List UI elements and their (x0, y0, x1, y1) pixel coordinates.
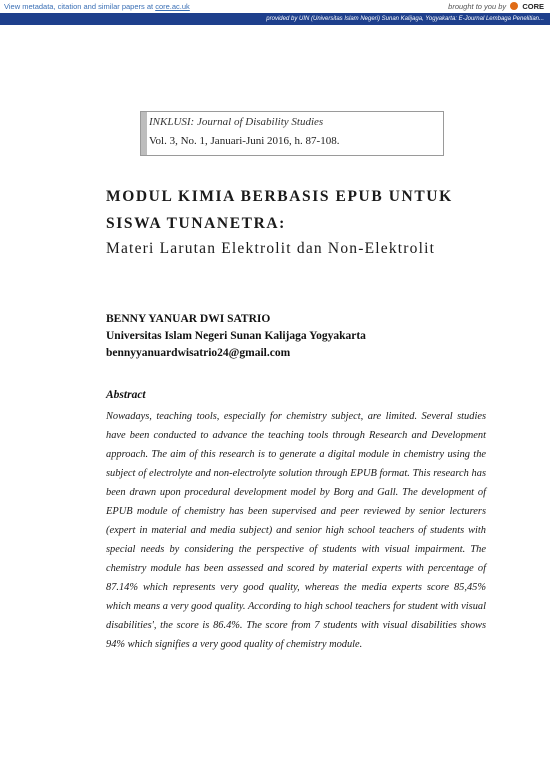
core-label: CORE (522, 2, 544, 11)
core-brand[interactable] (448, 2, 544, 11)
journal-box-accent (141, 112, 147, 155)
brought-by-text: brought to you by (448, 2, 507, 11)
abstract-text: Nowadays, teaching tools, especially for chemistry subject, are limited. Several studies have been conducted to advance the teaching tools through Research and Development approach. The aim of this research is to generate a digital module in chemistry using the subject of electrolyte and non-electrolyte solution through EPUB format. This research has been drawn upon procedural development model by Borg and Gall. The development of EPUB module of chemistry has been supervised and peer reviewed by senior lecturers (expert in material and media subject) and senior high school teachers of students with special needs by considering the perspective of students with visual impairment. The chemistry module has been assessed and scored by material experts with percentage of 87.14% which represents very good quality, whereas the media experts score 85,45% which means a very good quality. According to high school teachers for student with visual disabilities', the score is 86.4%. The score from 7 students with visual disabilities shows 94% which signifies a very good quality of chemistry module. (106, 411, 486, 650)
journal-name: INKLUSI: Journal of Disability Studies (149, 116, 324, 128)
author-email: bennyyanuardwisatrio24@gmail.com (106, 347, 291, 359)
paper-subtitle: Materi Larutan Elektrolit dan Non-Elektrolit (106, 240, 436, 257)
author-name: BENNY YANUAR DWI SATRIO (106, 313, 271, 325)
author-affiliation: Universitas Islam Negeri Sunan Kalijaga Yogyakarta (106, 330, 366, 342)
paper-title: MODUL KIMIA BERBASIS EPUB UNTUK SISWA TUNANETRA: (106, 188, 453, 232)
journal-issue: Vol. 3, No. 1, Januari-Juni 2016, h. 87-108. (149, 135, 340, 147)
core-header (0, 0, 550, 30)
provider-bar[interactable] (0, 13, 550, 25)
metadata-link[interactable] (4, 2, 190, 11)
core-top-row (0, 0, 550, 13)
journal-info-box (140, 111, 444, 156)
provider-text: provided by UIN (Universitas Islam Negeri) Sunan Kalijaga, Yogyakarta: E-Journal Lembaga Penelitian... (266, 16, 544, 22)
metadata-link-text: View metadata, citation and similar papers at (4, 2, 154, 11)
abstract-heading: Abstract (106, 389, 146, 401)
core-logo-icon (510, 2, 518, 10)
metadata-domain: core.ac.uk (155, 2, 190, 11)
